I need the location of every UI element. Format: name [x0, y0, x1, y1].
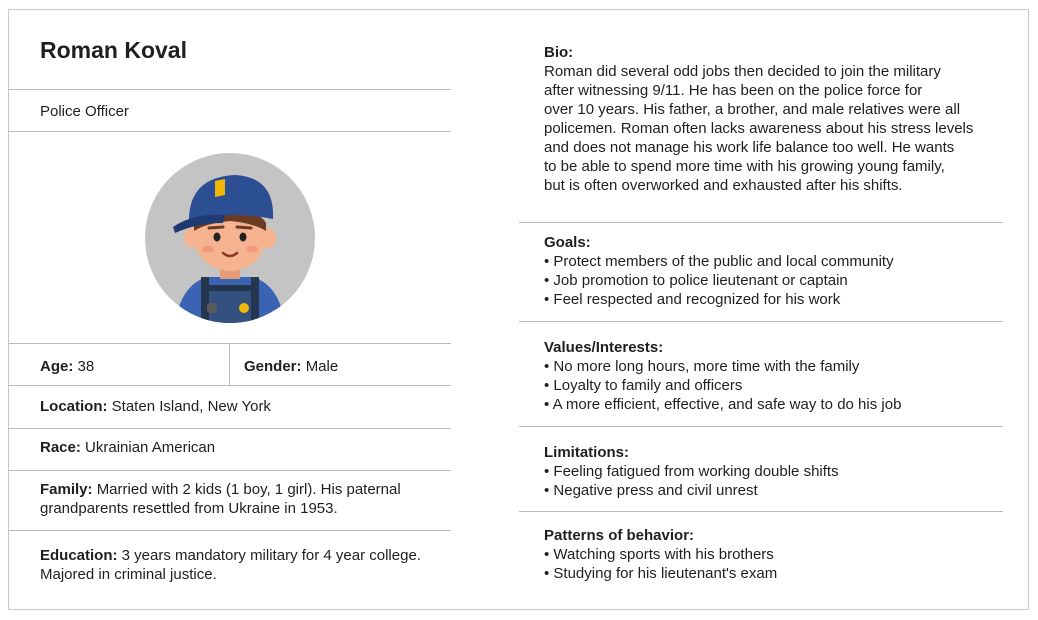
family-value-line2: grandparents resettled from Ukraine in 1953.	[40, 500, 338, 517]
race-field	[40, 438, 215, 457]
goal-item: • Job promotion to police lieutenant or captain	[544, 272, 848, 289]
bio-line: but is often overworked and exhausted after his shifts.	[544, 177, 903, 194]
goals-heading: Goals:	[544, 234, 591, 251]
divider	[229, 343, 230, 385]
bio-heading: Bio:	[544, 44, 574, 61]
divider	[519, 222, 1003, 223]
divider	[9, 385, 451, 386]
family-field	[40, 480, 401, 499]
bio-line: over 10 years. His father, a brother, and male relatives were all	[544, 101, 961, 118]
pattern-item: • Watching sports with his brothers	[544, 546, 774, 563]
gender-label: Gender:	[244, 358, 302, 375]
limitations-section	[544, 443, 839, 500]
family-value-line1: Married with 2 kids (1 boy, 1 girl). His paternal	[96, 481, 401, 498]
bio-section	[544, 43, 973, 195]
bio-line: policemen. Roman often lacks awareness about his stress levels	[544, 120, 974, 137]
gender-field	[244, 357, 338, 376]
divider	[9, 131, 451, 132]
goal-item: • Feel respected and recognized for his work	[544, 291, 841, 308]
bio-line: to be able to spend more time with his growing young family,	[544, 158, 945, 175]
police-officer-avatar-icon	[145, 153, 315, 323]
education-value-line1: 3 years mandatory military for 4 year college.	[121, 547, 421, 564]
race-label: Race:	[40, 439, 81, 456]
pattern-item: • Studying for his lieutenant's exam	[544, 565, 778, 582]
race-value: Ukrainian American	[85, 439, 216, 456]
values-section	[544, 338, 901, 414]
limitation-item: • Feeling fatigued from working double shifts	[544, 463, 839, 480]
gender-value: Male	[305, 358, 339, 375]
divider	[9, 470, 451, 471]
location-label: Location:	[40, 398, 108, 415]
bio-line: after witnessing 9/11. He has been on the police force for	[544, 82, 923, 99]
family-label: Family:	[40, 481, 93, 498]
limitation-item: • Negative press and civil unrest	[544, 482, 758, 499]
patterns-section	[544, 526, 777, 583]
age-value: 38	[77, 358, 95, 375]
divider	[9, 89, 451, 90]
education-label: Education:	[40, 547, 118, 564]
age-label: Age:	[40, 358, 74, 375]
divider	[9, 343, 451, 344]
persona-name: Roman Koval	[40, 37, 187, 63]
divider	[519, 321, 1003, 322]
value-item: • Loyalty to family and officers	[544, 377, 743, 394]
bio-line: Roman did several odd jobs then decided to join the military	[544, 63, 941, 80]
persona-role: Police Officer	[40, 103, 129, 120]
divider	[519, 426, 1003, 427]
value-item: • A more efficient, effective, and safe way to do his job	[544, 396, 902, 413]
persona-card	[8, 9, 1029, 610]
education-field	[40, 546, 421, 565]
divider	[9, 428, 451, 429]
goals-section	[544, 233, 894, 309]
bio-line: and does not manage his work life balance too well. He wants	[544, 139, 955, 156]
divider	[519, 511, 1003, 512]
location-value: Staten Island, New York	[111, 398, 271, 415]
patterns-heading: Patterns of behavior:	[544, 527, 695, 544]
age-field	[40, 357, 94, 376]
value-item: • No more long hours, more time with the family	[544, 358, 860, 375]
location-field	[40, 397, 271, 416]
values-heading: Values/Interests:	[544, 339, 664, 356]
education-value-line2: Majored in criminal justice.	[40, 566, 217, 583]
goal-item: • Protect members of the public and local community	[544, 253, 894, 270]
divider	[9, 530, 451, 531]
limitations-heading: Limitations:	[544, 444, 629, 461]
